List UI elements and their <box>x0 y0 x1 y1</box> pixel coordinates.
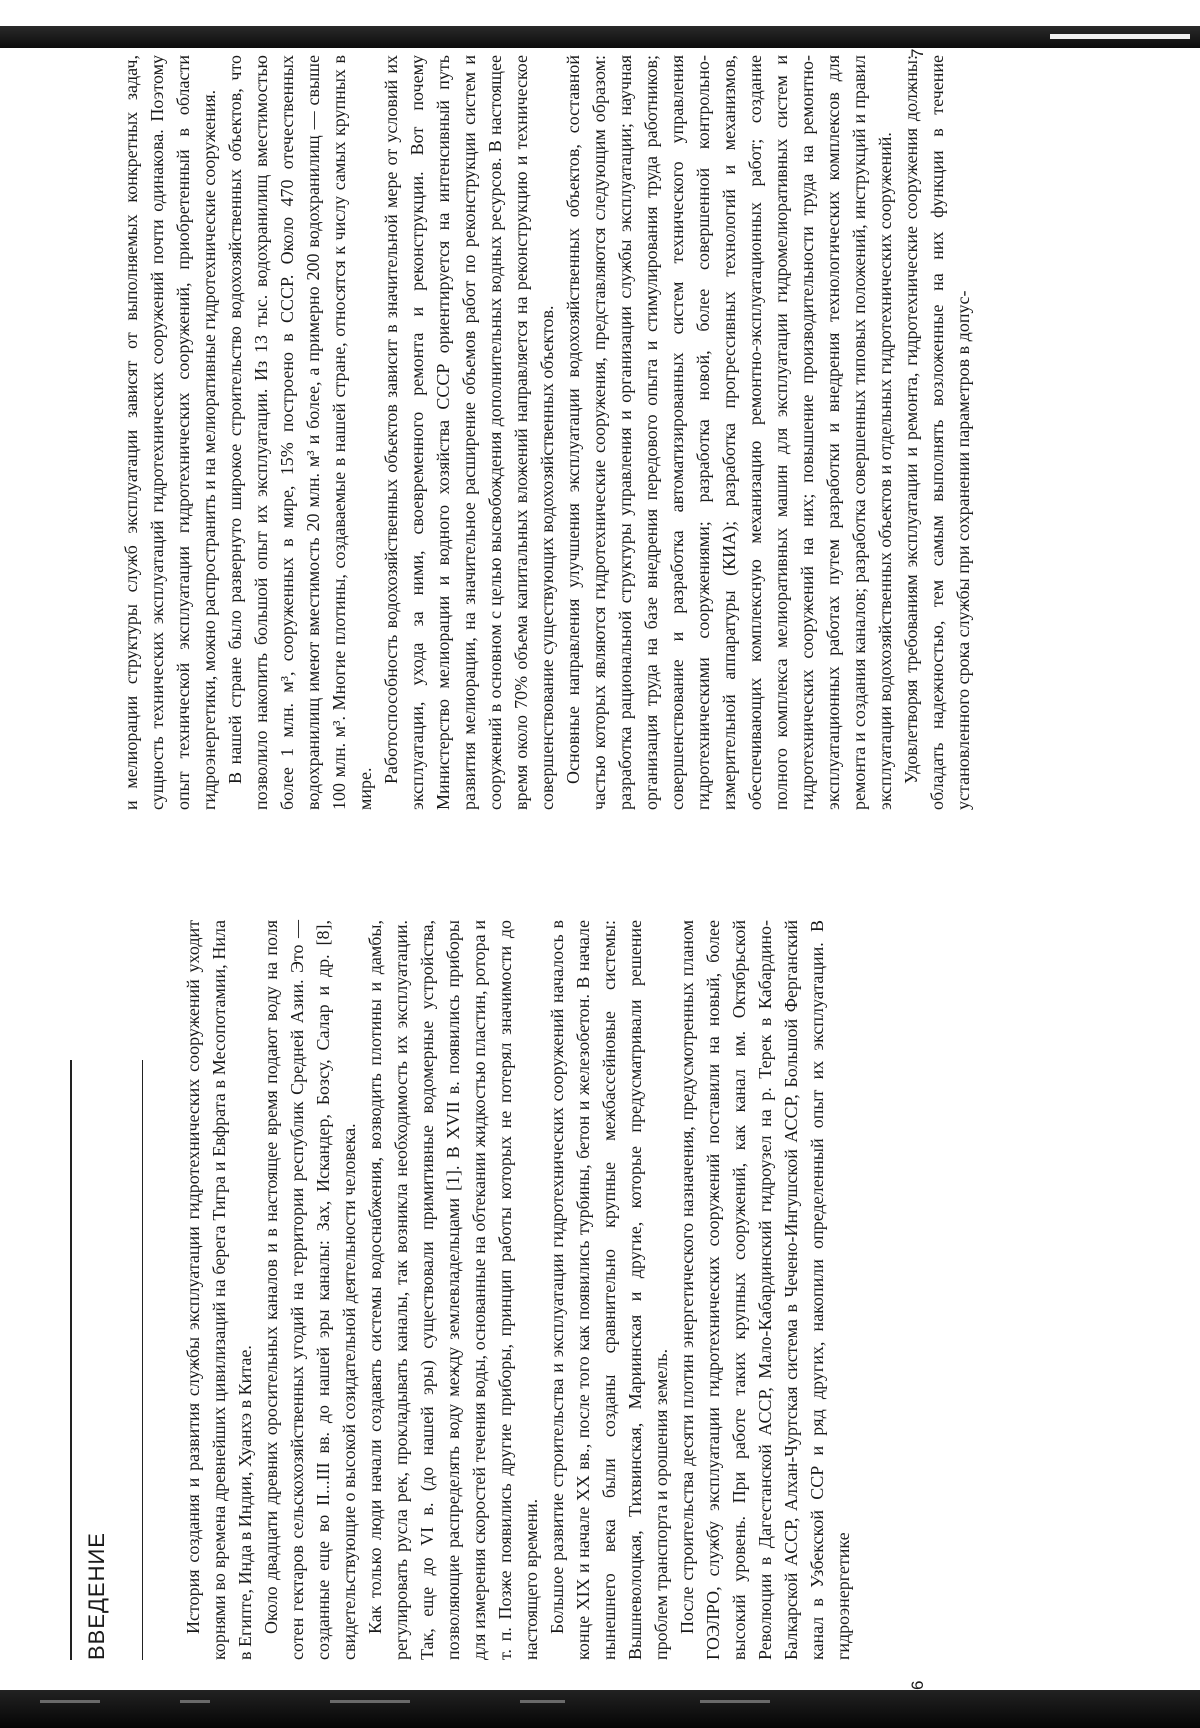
chapter-heading: ВВЕДЕНИЕ <box>84 1532 109 1660</box>
paragraph: Как только люди начали создавать системы водоснабжения, возводить плотины и дамбы, регулировать русла рек, прокладывать каналы, так возникла необходимость их эксплуатации. Так, еще до VI в. (до нашей эры) существовали примитивные водомерные устройства, позволяющие распределять воду между землевладельцами [1]. В XVII в. появились приборы для измерения скоростей течения воды, основанные на обтекании жидкостью пластин, ротора и т. п. Позже появились другие приборы, принцип работы которых не потерял значимости до настоящего времени. <box>365 920 541 1660</box>
paragraph: Большое развитие строительства и эксплуатации гидротехнических сооружений началось в конце XIX и начале XX вв., после того как появились турбины, бетон и железобетон. В начале нынешнего века были созданы сравнительно крупные межбассейновые системы: Вышневолоцкая, Тихвинская, Мариинская и другие, которые предусматривали решение проблем транспорта и орошения земель. <box>547 920 671 1660</box>
page-number-left: 6 <box>908 1680 927 1690</box>
paragraph: В нашей стране было развернуто широкое строительство водохозяйственных объектов, что позволило накопить большой опыт их эксплуатации. Из 13 тыс. водохранилищ вместимостью более 1 млн. м³, сооруженных в мире, 15% построено в СССР. Около 470 отечественных водохранилищ имеют вместимость 20 млн. м³ и более, а примерно 200 водохранилищ — свыше 100 млн. м³. Многие плотины, создаваемые в нашей стране, относятся к числу самых крупных в мире. <box>225 55 375 810</box>
scan-bottom-edge <box>0 1690 1200 1728</box>
paragraph: История создания и развития службы эксплуатации гидротехнических сооружений уходит корнями во времена древнейших цивилизаций на берега Тигра и Евфрата в Месопотамии, Нила в Египте, Инда в Индии, Хуанхэ в Китае. <box>183 920 255 1660</box>
paragraph: После строительства десяти плотин энергетического назначения, предусмотренных планом ГОЭЛРО, службу эксплуатации гидротехнических сооружений поставили на новый, более высокий уровень. При работе таких крупных сооружений, как канал им. Октябрьской Революции в Дагестанской АССР, Мало-Кабардинский гидроузел на р. Терек в Кабардино-Балкарской АССР, Алхан-Чуртская система в Чечено-Ингушской АССР, Большой Ферганский канал в Узбекской ССР и ряд других, накопили определенный опыт их эксплуатации. В гидроэнергетике <box>677 920 853 1660</box>
book-spread <box>0 40 990 1700</box>
paragraph: Удовлетворяя требованиям эксплуатации и ремонта, гидротехнические сооружения должны: обладать надежностью, тем самым выполнять возложенные на них функции в течение установленного срока службы при сохранении параметров в допус- <box>901 55 973 810</box>
paragraph: Около двадцати древних оросительных каналов и в настоящее время подают воду на поля сотен гектаров сельскохозяйственных угодий на территории республик Средней Азии. Это — созданные еще во II...III вв. до нашей эры каналы: Зах, Искандер, Бозсу, Салар и др. [8], свидетельствующие о высокой созидательной деятельности человека. <box>261 920 359 1660</box>
paragraph: Основные направления улучшения эксплуатации водохозяйственных объектов, составной частью которых являются гидротехнические сооружения, представляются следующим образом: разработка рациональной структуры управления и организации службы эксплуатации; научная организация труда на базе внедрения передового опыта и стимулирования труда работников; совершенствование и разработка автоматизированных систем технического управления гидротехническими сооружениями; разработка новой, более совершенной контрольно-измерительной аппаратуры (КИА); разработка прогрессивных технологий и механизмов, обеспечивающих комплексную механизацию ремонтно-эксплуатационных работ; создание полного комплекса мелиоративных машин для эксплуатации гидромелиоративных систем и гидротехнических сооружений на них; повышение производительности труда на ремонтно-эксплуатационных работах путем разработки и внедрения технологических комплексов для ремонта и создания каналов; разработка совершенных типовых положений, инструкций и правил эксплуатации водохозяйственных объектов и отдельных гидротехнических сооружений. <box>563 55 895 810</box>
paragraph: Работоспособность водохозяйственных объектов зависит в значительной мере от условий их эксплуатации, ухода за ними, своевременного ремонта и реконструкции. Вот почему Министерство мелиорации и водного хозяйства СССР ориентируется на интенсивный путь развития мелиорации, на значительное расширение объемов работ по реконструкции систем и сооружений в основном с целью высвобождения дополнительных водных ресурсов. В настоящее время около 70% объема капитальных вложений направляется на реконструкцию и техническое совершенствование существующих водохозяйственных объектов. <box>381 55 557 810</box>
heading-underline <box>142 1060 143 1660</box>
left-text-column <box>180 920 856 1660</box>
heading-rule <box>70 1060 72 1660</box>
left-page <box>0 890 990 1700</box>
page-number-right: 7 <box>908 48 927 58</box>
paragraph: и мелиорации структуры служб эксплуатации зависят от выполняемых конкретных задач, сущность технических эксплуатаций гидротехнических сооружений почти одинакова. Поэтому опыт технической эксплуатации гидротехнических сооружений, приобретенный в области гидроэнергетики, можно распространить и на мелиоративные гидротехнические сооружения. <box>121 55 219 810</box>
right-page <box>0 28 990 838</box>
right-text-column <box>118 55 976 810</box>
